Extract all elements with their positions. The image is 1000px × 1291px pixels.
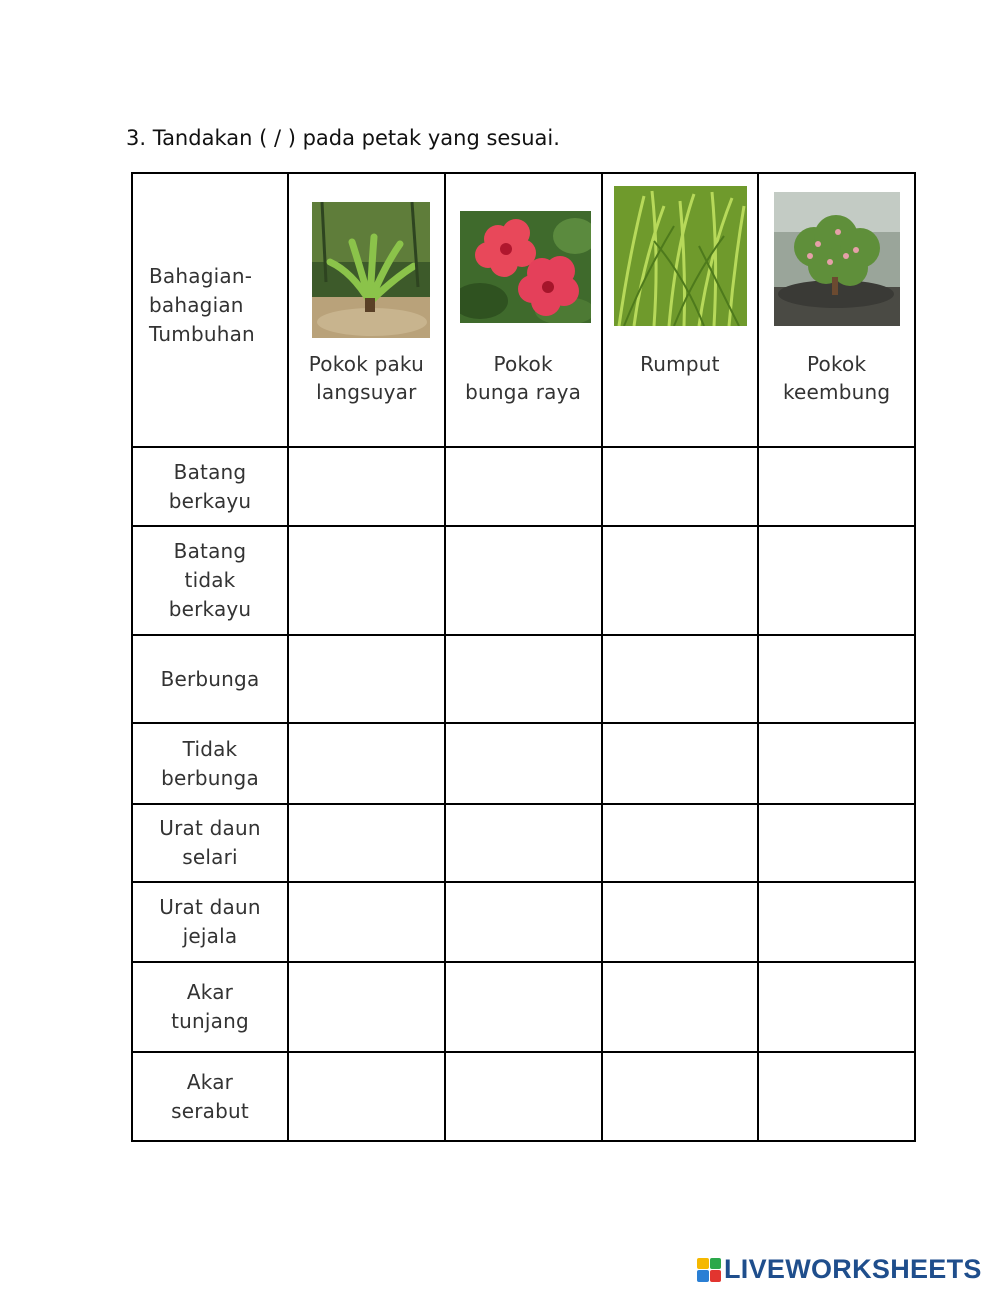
- plant-name-line: keembung: [782, 380, 891, 404]
- row-label: [132, 526, 288, 635]
- row-label: [132, 882, 288, 962]
- bird-nest-fern-photo: [312, 202, 430, 338]
- row-label-line: Urat daun: [159, 895, 261, 919]
- plant-name-line: Pokok paku: [308, 352, 424, 376]
- row-label: [132, 962, 288, 1052]
- hibiscus-flower-photo: [460, 211, 591, 323]
- table-header-row: [132, 173, 915, 447]
- grass-photo: [614, 186, 747, 326]
- row-label-line: Berbunga: [160, 666, 260, 691]
- answer-cell[interactable]: [602, 526, 759, 635]
- answer-cell[interactable]: [602, 882, 759, 962]
- row-label-line: Akar: [186, 980, 234, 1004]
- answer-cell[interactable]: [758, 962, 915, 1052]
- header-label-line: Bahagian-: [149, 263, 253, 288]
- answer-cell[interactable]: [445, 723, 602, 804]
- answer-cell[interactable]: [445, 882, 602, 962]
- answer-cell[interactable]: [288, 447, 445, 526]
- answer-cell[interactable]: [288, 1052, 445, 1141]
- answer-cell[interactable]: [288, 962, 445, 1052]
- row-label-line: berkayu: [168, 597, 252, 621]
- row-label: [132, 1052, 288, 1141]
- plant-name-line: langsuyar: [316, 380, 417, 404]
- plant-column-grass: [602, 173, 759, 447]
- row-label-line: tidak: [184, 568, 236, 592]
- plant-name-line: Pokok: [493, 352, 553, 376]
- row-label: [132, 635, 288, 723]
- answer-cell[interactable]: [445, 962, 602, 1052]
- table-row: [132, 635, 915, 723]
- answer-cell[interactable]: [445, 447, 602, 526]
- row-label-line: Batang: [173, 459, 247, 484]
- plant-classification-table: [131, 172, 916, 1142]
- plant-name-balsam: [759, 350, 914, 406]
- liveworksheets-logo-text: LIVEWORKSHEETS: [724, 1254, 982, 1284]
- table-row: [132, 1052, 915, 1141]
- answer-cell[interactable]: [445, 635, 602, 723]
- answer-cell[interactable]: [758, 804, 915, 882]
- plant-name-grass: [603, 350, 758, 378]
- answer-cell[interactable]: [758, 526, 915, 635]
- answer-cell[interactable]: [758, 635, 915, 723]
- balsam-plant-photo: [774, 192, 900, 326]
- header-label-line: bahagian: [149, 292, 244, 317]
- table-row: [132, 723, 915, 804]
- answer-cell[interactable]: [602, 635, 759, 723]
- answer-cell[interactable]: [602, 1052, 759, 1141]
- answer-cell[interactable]: [445, 526, 602, 635]
- answer-cell[interactable]: [758, 723, 915, 804]
- table-row: [132, 526, 915, 635]
- row-label-line: berkayu: [168, 488, 252, 513]
- answer-cell[interactable]: [602, 804, 759, 882]
- answer-cell[interactable]: [758, 882, 915, 962]
- answer-cell[interactable]: [758, 1052, 915, 1141]
- row-label: [132, 447, 288, 526]
- row-label-line: Urat daun: [159, 816, 261, 840]
- liveworksheets-logo: [697, 1254, 982, 1285]
- answer-cell[interactable]: [445, 1052, 602, 1141]
- table-row: [132, 447, 915, 526]
- answer-cell[interactable]: [758, 447, 915, 526]
- row-label-line: tunjang: [171, 1009, 249, 1033]
- row-label-line: jejala: [182, 924, 238, 948]
- table-row: [132, 882, 915, 962]
- row-label-line: serabut: [171, 1098, 249, 1123]
- plant-name-line: bunga raya: [465, 380, 582, 404]
- plant-column-fern: [288, 173, 445, 447]
- liveworksheets-logo-icon: [697, 1258, 721, 1282]
- plant-name-line: Pokok: [806, 352, 867, 376]
- plant-name-fern: [289, 350, 444, 406]
- plant-name-line: Rumput: [640, 352, 720, 376]
- answer-cell[interactable]: [445, 804, 602, 882]
- answer-cell[interactable]: [602, 723, 759, 804]
- answer-cell[interactable]: [288, 804, 445, 882]
- row-label-line: Tidak: [182, 736, 238, 761]
- answer-cell[interactable]: [288, 882, 445, 962]
- answer-cell[interactable]: [602, 962, 759, 1052]
- row-label-line: selari: [182, 845, 238, 869]
- table-row: [132, 962, 915, 1052]
- plant-name-hibiscus: [446, 350, 601, 406]
- plant-column-hibiscus: [445, 173, 602, 447]
- row-label: [132, 804, 288, 882]
- row-label-line: berbunga: [161, 765, 259, 790]
- header-label-cell: [132, 173, 288, 447]
- row-label: [132, 723, 288, 804]
- answer-cell[interactable]: [288, 635, 445, 723]
- instruction-text: 3. Tandakan ( / ) pada petak yang sesuai.: [126, 126, 560, 150]
- table-row: [132, 804, 915, 882]
- answer-cell[interactable]: [288, 723, 445, 804]
- row-label-line: Batang: [173, 539, 247, 563]
- header-label-line: Tumbuhan: [149, 321, 255, 346]
- plant-column-balsam: [758, 173, 915, 447]
- answer-cell[interactable]: [288, 526, 445, 635]
- row-label-line: Akar: [186, 1069, 234, 1094]
- answer-cell[interactable]: [602, 447, 759, 526]
